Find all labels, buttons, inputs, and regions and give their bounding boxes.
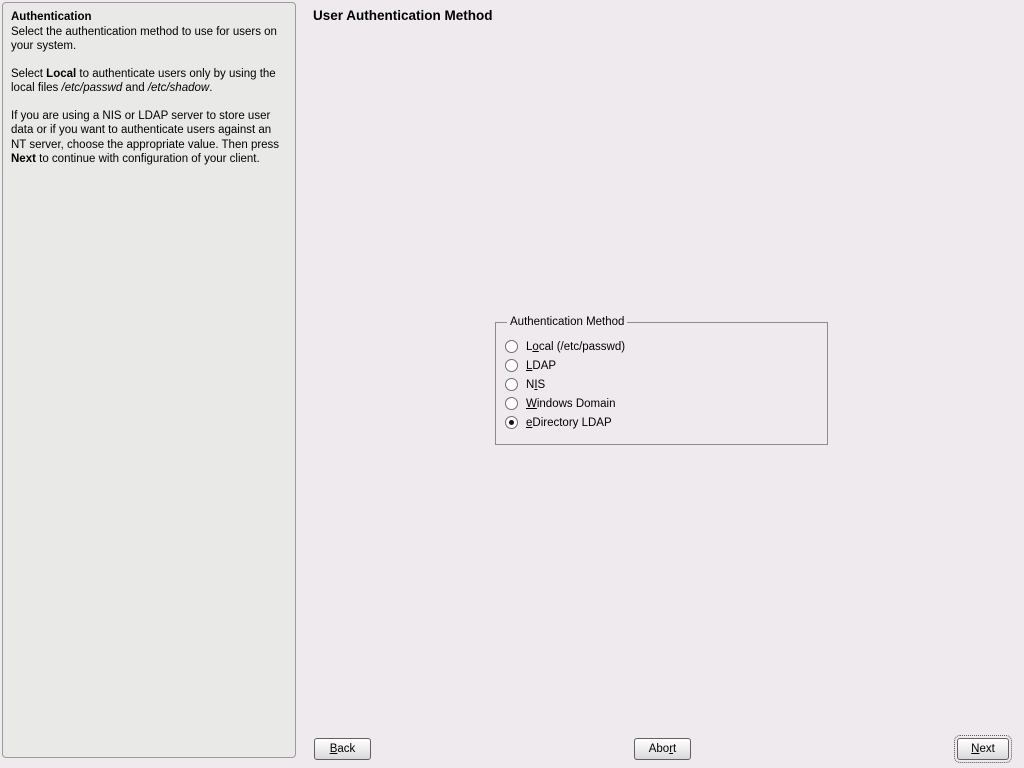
radio-option-label: NIS (526, 378, 546, 391)
radio-button-icon[interactable] (505, 340, 518, 353)
help-title: Authentication (11, 11, 92, 23)
radio-button-selected-icon[interactable] (505, 416, 518, 429)
help-text-segment: Select the authentication method to use for users on your system. (11, 25, 277, 52)
radio-option-ldap[interactable] (505, 356, 827, 375)
help-text-segment: to continue with configuration of your client. (35, 153, 260, 165)
help-paragraph (11, 109, 287, 167)
radio-option-local-etc-passwd[interactable] (505, 337, 827, 356)
help-text-segment: /etc/shadow (147, 82, 210, 94)
help-text (11, 25, 287, 167)
help-text-segment: If you are using a NIS or LDAP server to store user data or if you want to authenticate users against an NT server, choose the appropriate value. Then press (11, 109, 280, 151)
radio-button-icon[interactable] (505, 397, 518, 410)
help-text-segment: Next (11, 153, 36, 165)
radio-option-edirectory-ldap[interactable] (505, 413, 827, 432)
radio-option-nis[interactable] (505, 375, 827, 394)
radio-button-icon[interactable] (505, 378, 518, 391)
help-text-segment: to authenticate users only by using the local files (11, 67, 276, 94)
help-paragraph (11, 25, 287, 54)
radio-option-label: Local (/etc/passwd) (526, 340, 626, 353)
dialog-title: User Authentication Method (313, 8, 493, 23)
help-text-segment: /etc/passwd (61, 82, 123, 94)
radio-option-label: Windows Domain (526, 397, 616, 410)
abort-button[interactable]: Abort (634, 738, 691, 760)
radio-option-windows-domain[interactable] (505, 394, 827, 413)
radio-button-icon[interactable] (505, 359, 518, 372)
help-paragraph (11, 67, 287, 96)
groupbox-label: Authentication Method (510, 316, 625, 328)
radio-option-label: eDirectory LDAP (526, 416, 612, 429)
help-text-segment: Select (11, 67, 47, 80)
next-button[interactable]: Next (957, 738, 1009, 760)
radio-option-label: LDAP (526, 359, 557, 372)
help-text-segment: . (209, 82, 213, 94)
authentication-method-radio-group (505, 337, 827, 432)
help-text-segment: Local (46, 67, 77, 80)
authentication-method-groupbox (495, 316, 828, 445)
help-panel (2, 2, 296, 758)
back-button[interactable]: Back (314, 738, 371, 760)
help-text-segment: and (122, 82, 148, 94)
